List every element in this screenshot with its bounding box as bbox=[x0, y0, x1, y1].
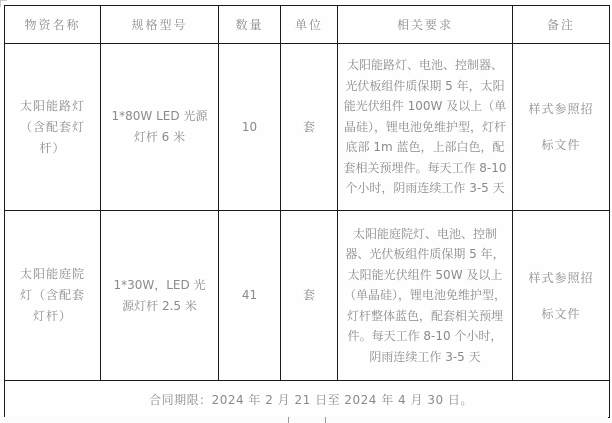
partial-cell-border bbox=[325, 417, 326, 423]
quantity-cell: 41 bbox=[219, 211, 281, 381]
header-quantity: 数量 bbox=[219, 6, 281, 44]
requirements-cell: 太阳能庭院灯、电池、控制器、光伏板组件质保期 5 年，太阳能光伏组件 50W 及以上（单晶硅），锂电池免维护型，灯杆整体蓝色，配套相关预埋件。每天工作 8-10 个小时，阴雨连续工作 3-5 天 bbox=[338, 211, 513, 381]
table-header-row bbox=[5, 6, 610, 44]
next-table-partial-row bbox=[4, 417, 608, 423]
contract-period-row bbox=[5, 381, 610, 418]
header-requirements: 相关要求 bbox=[338, 6, 513, 44]
material-name-cell: 太阳能路灯（含配套灯杆） bbox=[5, 44, 101, 211]
spec-cell: 1*80W LED 光源灯杆 6 米 bbox=[101, 44, 219, 211]
header-remark: 备注 bbox=[513, 6, 610, 44]
header-material-name: 物资名称 bbox=[5, 6, 101, 44]
unit-cell: 套 bbox=[281, 211, 338, 381]
quantity-cell: 10 bbox=[219, 44, 281, 211]
remark-cell bbox=[513, 211, 610, 381]
table-row bbox=[5, 211, 610, 381]
requirements-cell: 太阳能路灯、电池、控制器、光伏板组件质保期 5 年，太阳能光伏组件 100W 及以上（单晶硅），锂电池免维护型，灯杆底部 1m 蓝色，上部白色，配套相关预埋件。每天工作 8-10 个小时，阴雨连续工作 3-5 天 bbox=[338, 44, 513, 211]
remark-text: 样式参照招标文件 bbox=[528, 270, 594, 321]
materials-table bbox=[4, 5, 610, 418]
remark-text: 样式参照招标文件 bbox=[528, 102, 594, 152]
partial-cell-border bbox=[288, 417, 289, 423]
material-name-cell: 太阳能庭院灯（含配套灯杆） bbox=[5, 211, 101, 381]
contract-period-text: 合同期限：2024 年 2 月 21 日至 2024 年 4 月 30 日。 bbox=[5, 381, 610, 418]
unit-cell: 套 bbox=[281, 44, 338, 211]
header-unit: 单位 bbox=[281, 6, 338, 44]
spec-cell: 1*30W，LED 光源灯杆 2.5 米 bbox=[101, 211, 219, 381]
remark-cell bbox=[513, 44, 610, 211]
header-spec-model: 规格型号 bbox=[101, 6, 219, 44]
table-row bbox=[5, 44, 610, 211]
